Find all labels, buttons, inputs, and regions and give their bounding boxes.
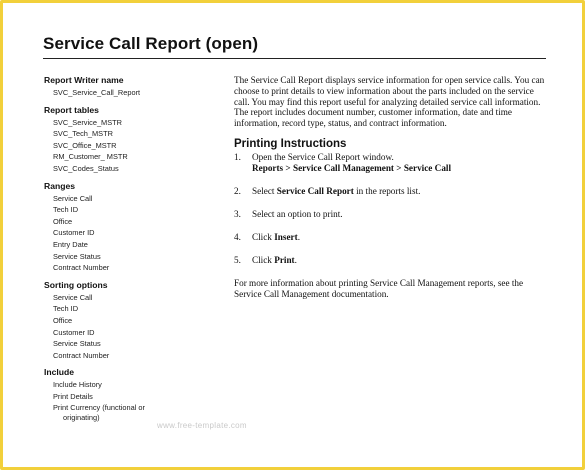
step-text <box>252 255 297 266</box>
section-title: Include <box>44 367 75 378</box>
list-item: Service Status <box>53 251 101 261</box>
list-item: Service Call <box>53 292 93 302</box>
list-item: Print Details <box>53 391 93 401</box>
title-divider <box>43 58 546 59</box>
sidebar-section-tables <box>44 105 224 175</box>
report-sidebar <box>44 75 224 428</box>
page-title: Service Call Report (open) <box>43 34 259 53</box>
watermark: www.free-template.com <box>157 421 247 430</box>
step-text-bold: Service Call Report <box>276 185 354 196</box>
step-number: 1. <box>234 151 241 162</box>
step-text-pre: Select an option to print. <box>252 208 343 219</box>
list-item: Contract Number <box>53 350 110 360</box>
sidebar-section-ranges <box>44 181 224 274</box>
section-title: Ranges <box>44 180 76 191</box>
intro-paragraph: The Service Call Report displays service information for open service calls. You can choose to print details to view information about the parts included on the service call. You may find this report useful for analyzing detailed service call information. The report includes document number, customer information, date and time information, record type, status, and contract information. <box>234 75 545 129</box>
step-item <box>234 232 549 243</box>
section-title: Report tables <box>44 104 99 115</box>
section-title: Sorting options <box>44 279 108 290</box>
step-text-pre: Select <box>252 185 277 196</box>
step-item <box>234 186 549 197</box>
step-text <box>252 186 420 197</box>
step-text-bold: Insert <box>274 231 298 242</box>
list-item: RM_Customer_ MSTR <box>53 152 128 162</box>
list-item: Tech ID <box>53 304 79 314</box>
step-text-post: . <box>294 254 297 265</box>
step-text-post: in the reports list. <box>353 185 421 196</box>
sidebar-section-sorting <box>44 280 224 362</box>
list-item: Entry Date <box>53 239 88 249</box>
section-heading: Printing Instructions <box>234 137 347 150</box>
section-items <box>53 193 224 274</box>
list-item: Contract Number <box>53 263 110 273</box>
step-item <box>234 209 549 220</box>
list-item-text: Print Currency (functional or <box>53 403 146 413</box>
list-item <box>53 402 224 422</box>
list-item: SVC_Service_MSTR <box>53 117 122 127</box>
step-text-post: . <box>297 231 300 242</box>
step-number: 4. <box>234 231 241 242</box>
report-content <box>234 75 549 300</box>
list-item: Service Call <box>53 193 93 203</box>
step-number: 3. <box>234 208 241 219</box>
sidebar-section-writer <box>44 75 224 99</box>
step-number: 2. <box>234 185 241 196</box>
step-item <box>234 152 549 174</box>
list-item: SVC_Office_MSTR <box>53 140 117 150</box>
instruction-steps <box>234 152 549 266</box>
step-text <box>252 232 300 243</box>
step-text-pre: Click <box>252 254 275 265</box>
step-item <box>234 255 549 266</box>
list-item: Customer ID <box>53 228 95 238</box>
step-text <box>252 209 343 220</box>
section-items <box>53 292 224 362</box>
step-text-pre: Click <box>252 231 275 242</box>
section-title: Report Writer name <box>44 75 124 85</box>
list-item: SVC_Tech_MSTR <box>53 129 113 139</box>
list-item: Office <box>53 315 73 325</box>
list-item: Tech ID <box>53 205 79 215</box>
step-text <box>252 152 451 174</box>
list-item: Customer ID <box>53 327 95 337</box>
section-items <box>53 379 224 422</box>
list-item-continuation: originating) <box>63 413 100 423</box>
sidebar-section-include <box>44 367 224 422</box>
step-text-bold: Print <box>274 254 295 265</box>
step-number: 5. <box>234 254 241 265</box>
list-item: Office <box>53 216 73 226</box>
step-instruction: Open the Service Call Report window. <box>252 151 394 162</box>
list-item: Include History <box>53 380 102 390</box>
closing-note: For more information about printing Service Call Management reports, see the Service Call Management documentation. <box>234 277 524 299</box>
list-item: Service Status <box>53 339 101 349</box>
section-items <box>53 117 224 175</box>
list-item: SVC_Codes_Status <box>53 163 119 173</box>
section-items <box>53 87 224 99</box>
list-item: SVC_Service_Call_Report <box>53 88 141 97</box>
menu-path: Reports > Service Call Management > Service Call <box>252 162 452 173</box>
